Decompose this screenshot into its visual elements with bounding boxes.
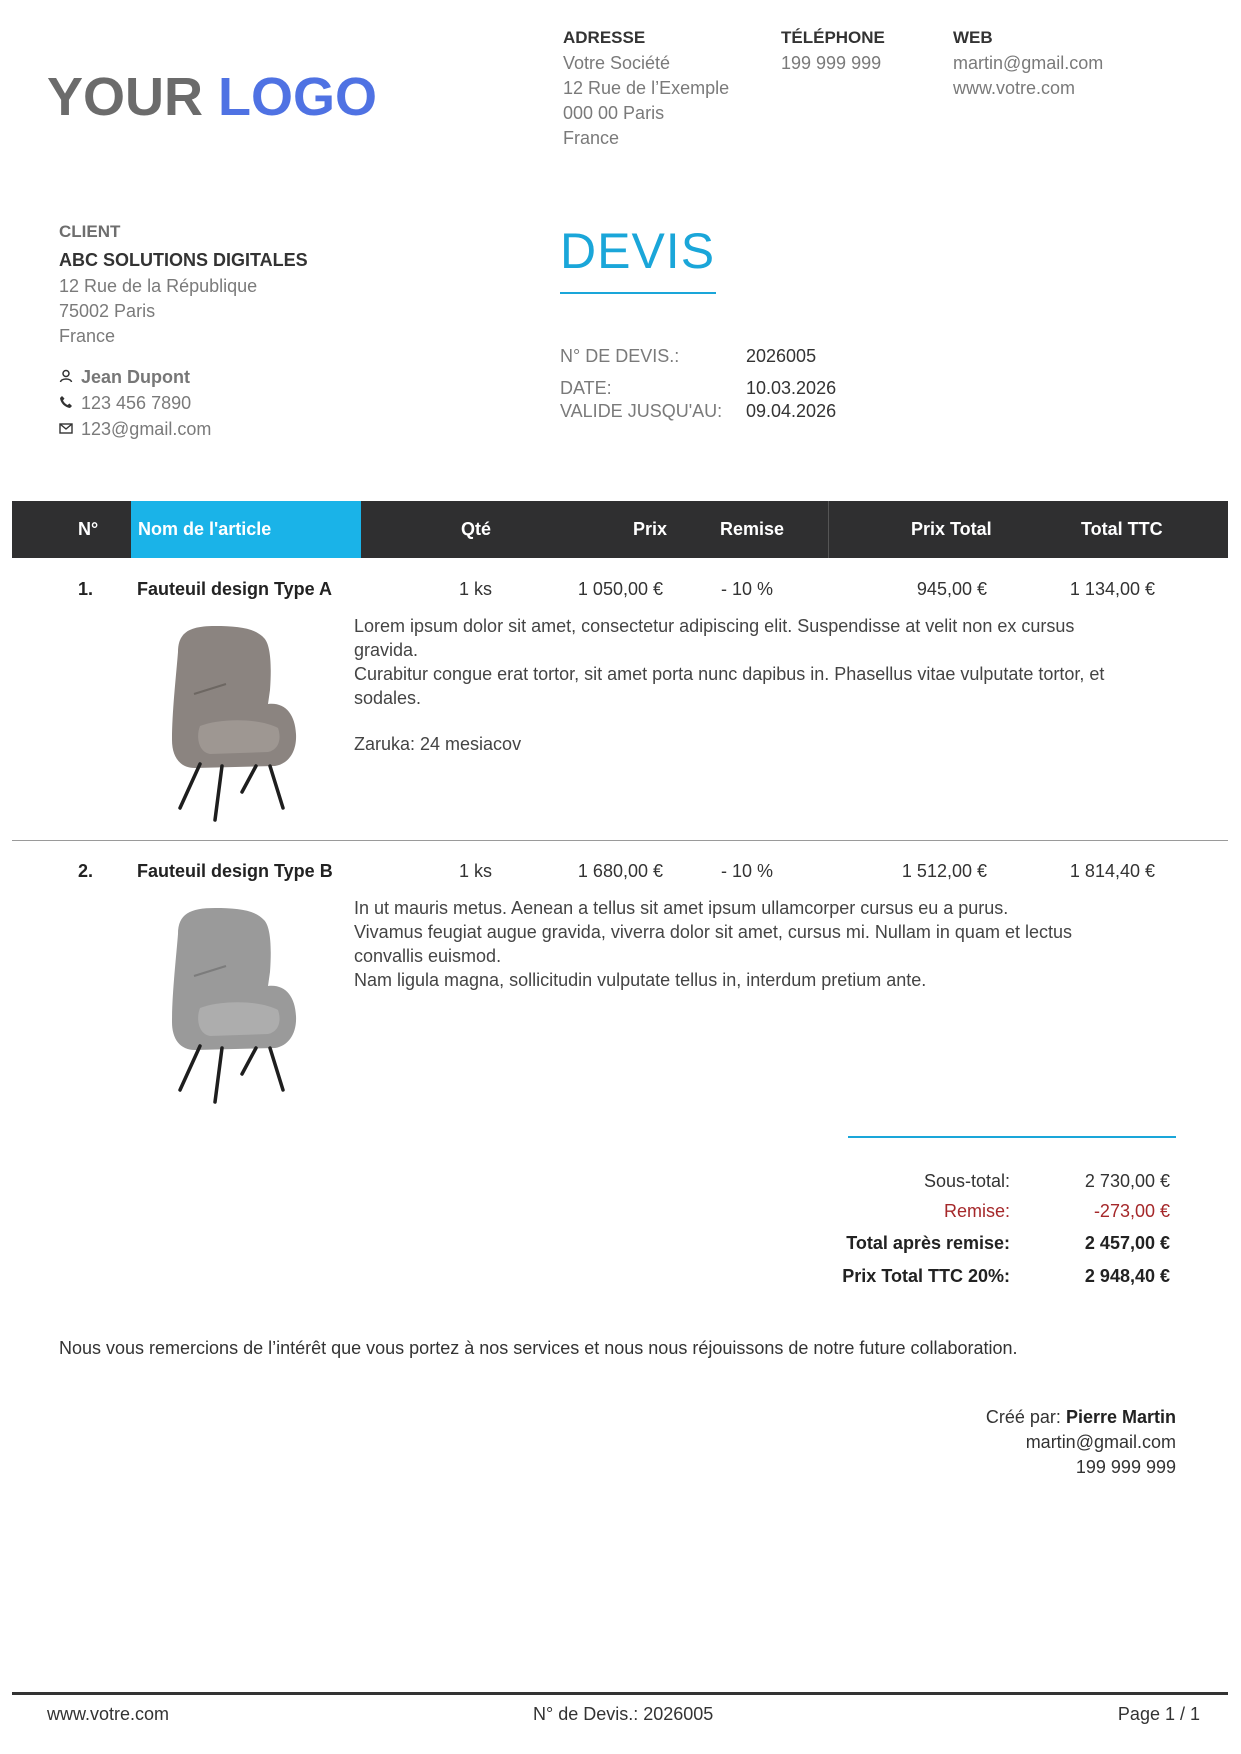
subtotal-label: Sous-total: [923, 1171, 1010, 1191]
row2-desc-line: Nam ligula magna, sollicitudin vulputate tellus in, interdum pretium ante. [354, 970, 927, 990]
after-discount-value: 2 457,00 € [1084, 1233, 1170, 1253]
web-label: WEB [953, 28, 993, 47]
mail-icon [59, 416, 81, 442]
client-contact-name-row [59, 364, 308, 390]
row1-total-ttc: 1 134,00 € [1069, 579, 1155, 599]
address-line: 12 Rue de l’Exemple [563, 78, 730, 98]
client-address-line: France [59, 326, 116, 346]
row2-description [354, 896, 1174, 992]
footer-line [12, 1692, 1228, 1695]
header-item-name [131, 501, 361, 558]
row2-desc-line: convallis euismod. [354, 946, 502, 966]
quote-valid-label: VALIDE JUSQU'AU: [560, 401, 723, 421]
client-address-line: 12 Rue de la République [59, 276, 258, 296]
client-label: CLIENT [59, 222, 121, 241]
client-contact-email[interactable]: 123@gmail.com [81, 419, 212, 439]
quote-title-underline [560, 292, 716, 294]
address-label: ADRESSE [563, 28, 646, 47]
totals-discount-label: Remise: [943, 1201, 1010, 1221]
row2-total: 1 512,00 € [901, 861, 987, 881]
header-total: Prix Total [911, 519, 992, 539]
company-logo [47, 66, 377, 128]
client-contact-email-row [59, 416, 308, 442]
row2-desc-line: Vivamus feugiat augue gravida, viverra dolor sit amet, cursus mi. Nullam in quam et lectus [354, 922, 1072, 942]
quote-number: 2026005 [746, 346, 817, 366]
thank-you-note: Nous vous remercions de l’intérêt que vous portez à nos services et nous nous réjouissons de notre future collaboration. [59, 1338, 1018, 1358]
row1-warranty: Zaruka: 24 mesiacov [354, 734, 522, 754]
header-divider [828, 501, 829, 558]
header-item-name-label: Nom de l'article [138, 519, 272, 539]
header-discount: Remise [720, 519, 785, 539]
company-email[interactable]: martin@gmail.com [953, 53, 1104, 73]
header-qty: Qté [461, 519, 492, 539]
logo-part2: LOGO [218, 67, 378, 127]
company-web-block [953, 28, 1103, 101]
total-ttc-value: 2 948,40 € [1084, 1266, 1170, 1286]
created-by-row [986, 1405, 1176, 1430]
footer-website[interactable]: www.votre.com [47, 1704, 170, 1724]
row2-name: Fauteuil design Type B [137, 861, 333, 881]
row1-qty: 1 ks [459, 579, 493, 599]
row1-price: 1 050,00 € [577, 579, 663, 599]
after-discount-label: Total après remise: [846, 1233, 1010, 1253]
company-website[interactable]: www.votre.com [953, 78, 1076, 98]
row2-total-ttc: 1 814,40 € [1069, 861, 1155, 881]
created-by-label: Créé par: [985, 1407, 1061, 1427]
row1-name: Fauteuil design Type A [137, 579, 333, 599]
phone-icon [59, 390, 81, 416]
row2-price: 1 680,00 € [577, 861, 663, 881]
client-contact-phone: 123 456 7890 [81, 393, 192, 413]
quote-date: 10.03.2026 [746, 378, 837, 398]
row1-desc-line: Curabitur congue erat tortor, sit amet porta nunc dapibus in. Phasellus vitae vulputate tortor, et [354, 664, 1105, 684]
address-line: Votre Société [563, 53, 671, 73]
row2-discount: - 10 % [721, 861, 774, 881]
client-address-line: 75002 Paris [59, 301, 156, 321]
quote-number-label: N° DE DEVIS.: [560, 346, 680, 366]
row1-discount: - 10 % [721, 579, 774, 599]
phone-label: TÉLÉPHONE [781, 28, 885, 47]
client-contact-phone-row [59, 390, 308, 416]
row2-no: 2. [78, 861, 94, 881]
row-separator [12, 840, 1228, 841]
footer-page: Page 1 / 1 [1117, 1704, 1200, 1724]
created-by-block [986, 1405, 1176, 1480]
created-by-email[interactable]: martin@gmail.com [1025, 1432, 1176, 1452]
company-phone-block [781, 28, 885, 76]
company-address-block [563, 28, 729, 151]
product-image-chair-b [160, 904, 325, 1104]
footer-quote-ref: N° de Devis.: 2026005 [533, 1704, 714, 1724]
quote-valid-until: 09.04.2026 [746, 401, 837, 421]
client-name: ABC SOLUTIONS DIGITALES [59, 250, 308, 270]
client-contact-name: Jean Dupont [81, 367, 191, 387]
row1-description [354, 614, 1174, 756]
row2-desc-line: In ut mauris metus. Aenean a tellus sit amet ipsum ullamcorper cursus eu a purus. [354, 898, 1009, 918]
address-line: France [563, 128, 620, 148]
address-line: 000 00 Paris [563, 103, 665, 123]
subtotal-value: 2 730,00 € [1084, 1171, 1170, 1191]
total-ttc-label: Prix Total TTC 20%: [842, 1266, 1010, 1286]
quote-title: DEVIS [560, 223, 716, 279]
header-price: Prix [633, 519, 668, 539]
row1-desc-line: Lorem ipsum dolor sit amet, consectetur adipiscing elit. Suspendisse at velit non ex cursus [354, 616, 1075, 636]
items-table-header [12, 501, 1228, 558]
person-icon [59, 364, 81, 390]
row1-no: 1. [78, 579, 94, 599]
totals-discount-value: -273,00 € [1093, 1201, 1170, 1221]
header-no: N° [78, 519, 99, 539]
created-by-name: Pierre Martin [1065, 1407, 1176, 1427]
row1-desc-line: gravida. [354, 640, 419, 660]
logo-part1: YOUR [47, 67, 204, 127]
quote-date-label: DATE: [560, 378, 612, 398]
client-block [59, 222, 308, 442]
header-total-ttc: Total TTC [1081, 519, 1163, 539]
row1-desc-line: sodales. [354, 688, 422, 708]
row2-qty: 1 ks [459, 861, 493, 881]
created-by-phone: 199 999 999 [1075, 1457, 1176, 1477]
totals-top-line [848, 1136, 1176, 1138]
product-image-chair-a [160, 622, 325, 822]
row1-total: 945,00 € [916, 579, 987, 599]
company-phone: 199 999 999 [781, 53, 882, 73]
